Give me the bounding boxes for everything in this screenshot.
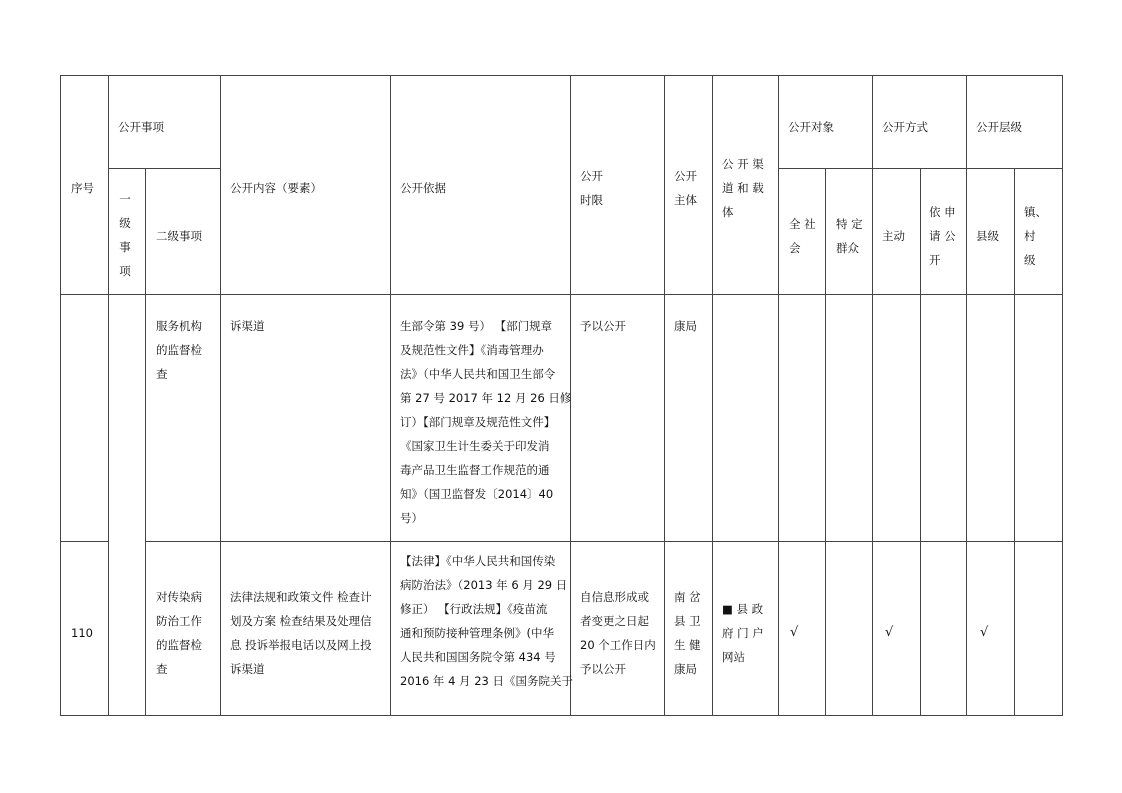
- cell-line: 南 岔: [674, 590, 701, 604]
- cell-line: 病防治法》（2013 年 6 月 29 日: [400, 578, 568, 592]
- header-audience-all: [789, 212, 816, 260]
- col-line: [872, 75, 873, 716]
- header-audience-specific-line: 特 定: [836, 217, 863, 231]
- cell-line: 康局: [674, 319, 697, 333]
- cell-line: 生 健: [674, 638, 701, 652]
- cell-line: 县 卫: [674, 614, 701, 628]
- row2-basis: [400, 549, 573, 693]
- header-level2: 二级事项: [156, 229, 202, 243]
- header-method-active: 主动: [882, 229, 905, 243]
- header-level-town-line: 级: [1024, 253, 1036, 267]
- col-line: [220, 75, 221, 716]
- cell-line: 息 投诉举报电话以及网上投: [230, 638, 372, 652]
- header-bottom-line: [60, 294, 1063, 295]
- cell-line: 诉渠道: [230, 662, 265, 676]
- table-border-top: [60, 75, 1063, 76]
- cell-line: 订）【部门规章及规范性文件】: [400, 415, 556, 429]
- row-divider-left: [60, 541, 108, 542]
- cell-line: 划及方案 检查结果及处理信: [230, 614, 372, 628]
- cell-line: 予以公开: [580, 319, 626, 333]
- disclosure-table: [60, 75, 1063, 716]
- header-audience-specific-line: 群众: [836, 241, 859, 255]
- header-subject-line: 主体: [674, 193, 697, 207]
- col-line: [145, 168, 146, 716]
- cell-line: 通和预防接种管理条例》(中华: [400, 626, 554, 640]
- header-level-town-line: 镇、: [1024, 205, 1047, 219]
- header-item-group: 公开事项: [118, 120, 164, 134]
- cell-line: 者变更之日起: [580, 614, 649, 628]
- header-method-request: [929, 200, 956, 272]
- cell-line: 及规范性文件】《消毒管理办: [400, 343, 544, 357]
- cell-line: 康局: [674, 662, 697, 676]
- cell-line: 服务机构: [156, 319, 202, 333]
- col-line: [966, 75, 967, 716]
- row2-channel: [722, 597, 764, 669]
- cell-line: 诉渠道: [230, 319, 265, 333]
- header-channel-line: 公 开 渠: [722, 157, 764, 171]
- cell-line: 法》（中华人民共和国卫生部令: [400, 367, 556, 381]
- cell-line: 2016 年 4 月 23 日《国务院关于: [400, 674, 573, 688]
- col-line: [664, 75, 665, 716]
- header-method-request-line: 请 公: [929, 229, 956, 243]
- row1-time: [580, 314, 626, 338]
- checkmark-active: √: [885, 625, 894, 640]
- header-subject-line: 公开: [674, 169, 697, 183]
- header-time: [580, 164, 603, 212]
- header-content: 公开内容（要素）: [230, 181, 322, 195]
- header-seq: 序号: [71, 181, 94, 195]
- row2-level2: [156, 585, 202, 681]
- header-channel-line: 体: [722, 205, 734, 219]
- header-subject: [674, 164, 697, 212]
- cell-line: 第 27 号 2017 年 12 月 26 日修: [400, 391, 572, 405]
- cell-line: 人民共和国国务院令第 434 号: [400, 650, 556, 664]
- header-divider-group: [108, 168, 220, 169]
- col-line: [825, 168, 826, 716]
- table-border-bottom: [60, 715, 1063, 716]
- cell-line: 【法律】《中华人民共和国传染: [400, 554, 556, 568]
- cell-line: 20 个工作日内: [580, 638, 656, 652]
- row2-time: [580, 585, 656, 681]
- header-channel: [722, 152, 764, 224]
- header-method-request-line: 依 申: [929, 205, 956, 219]
- cell-line: 自信息形成或: [580, 590, 649, 604]
- cell-line: 《国家卫生计生委关于印发消: [400, 439, 550, 453]
- cell-line: 号）: [400, 511, 423, 525]
- header-level: 公开层级: [976, 120, 1022, 134]
- col-line: [1014, 168, 1015, 716]
- row2-seq: 110: [71, 626, 93, 640]
- header-audience: 公开对象: [788, 120, 834, 134]
- cell-line: 生部令第 39 号） 【部门规章: [400, 319, 553, 333]
- cell-line: 网站: [722, 650, 745, 664]
- header-channel-line: 道 和 载: [722, 181, 764, 195]
- row2-subject: [674, 585, 701, 681]
- cell-line: 对传染病: [156, 590, 202, 604]
- col-line: [108, 75, 109, 716]
- col-line: [778, 75, 779, 716]
- row1-subject: [674, 314, 697, 338]
- row2-content: [230, 585, 372, 681]
- header-time-line: 公开: [580, 169, 603, 183]
- header-level1: 一级事项: [119, 192, 131, 278]
- cell-line: 的监督检: [156, 638, 202, 652]
- header-level-county: 县级: [976, 229, 999, 243]
- header-basis: 公开依据: [400, 181, 446, 195]
- table-border-left: [60, 75, 61, 716]
- cell-line: 府 门 户: [722, 626, 764, 640]
- header-level-town-line: 村: [1024, 229, 1036, 243]
- cell-line: 查: [156, 367, 168, 381]
- row1-content: [230, 314, 265, 338]
- checkmark-all-society: √: [790, 625, 799, 640]
- cell-line: 防治工作: [156, 614, 202, 628]
- cell-line: 予以公开: [580, 662, 626, 676]
- col-line: [920, 168, 921, 716]
- cell-line: 知》（国卫监督发〔2014〕40: [400, 487, 554, 501]
- cell-line: ■ 县 政: [722, 602, 764, 616]
- cell-line: 查: [156, 662, 168, 676]
- row-divider-right: [145, 541, 1063, 542]
- row1-basis: [400, 314, 571, 530]
- header-audience-specific: [836, 212, 863, 260]
- header-method: 公开方式: [882, 120, 928, 134]
- cell-line: 法律法规和政策文件 检查计: [230, 590, 372, 604]
- col-line: [712, 75, 713, 716]
- cell-line: 毒产品卫生监督工作规范的通: [400, 463, 550, 477]
- header-level-town: [1024, 200, 1047, 272]
- table-border-right: [1062, 75, 1063, 716]
- row1-level2: [156, 314, 202, 386]
- header-method-request-line: 开: [929, 253, 941, 267]
- col-line: [390, 75, 391, 716]
- header-audience-all-line: 全 社: [789, 217, 816, 231]
- cell-line: 的监督检: [156, 343, 202, 357]
- header-time-line: 时限: [580, 193, 603, 207]
- checkmark-county: √: [980, 625, 989, 640]
- header-audience-all-line: 会: [789, 241, 801, 255]
- cell-line: 修正） 【行政法规】《疫苗流: [400, 602, 548, 616]
